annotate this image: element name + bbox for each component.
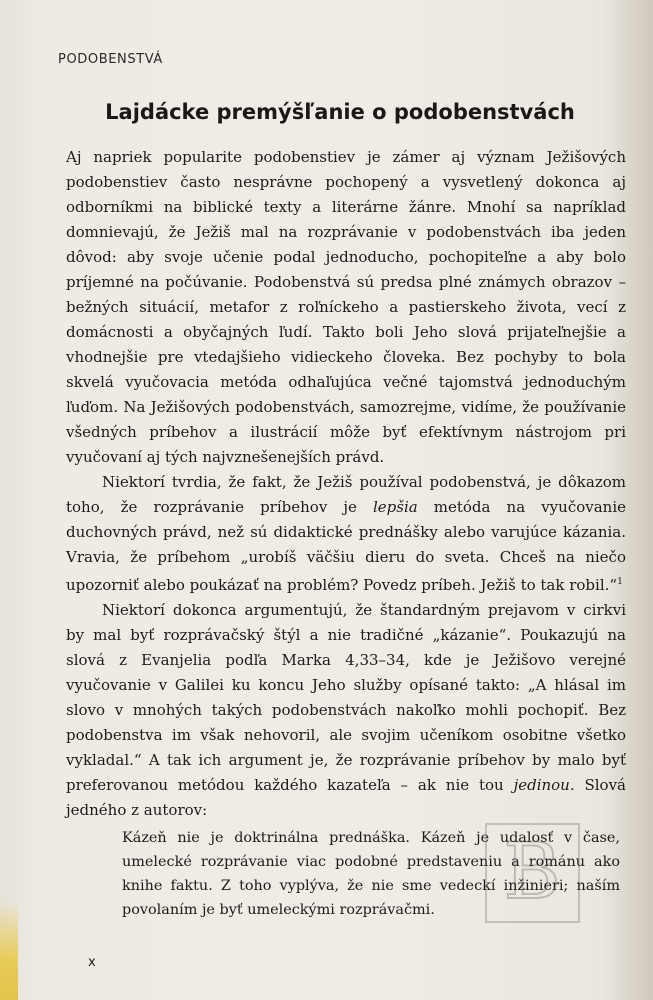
paragraph-3-text-a: Niektorí dokonca argumentujú, že štandardným prejavom v cirkvi by mal byť rozprávačský štýl a nie tradičné „kázanie“. Poukazujú na slová z Evanjelia podľa Marka 4,33–34, kde je Ježišovo verejné vyučovanie v Galilei ku koncu Jeho služby opísané takto: „A hlásal im slovo v mnohých takých podobenstvách nakoľko mohli pochopiť. Bez podobenstva im však nehovoril, ale svojim učeníkom osobitne všetko vykladal.“ A tak ich argument je, že rozprávanie príbehov by malo byť preferovanou metódou každého kazateľa – ak nie tou xyxy=(66,601,626,794)
stamp-letter: B xyxy=(503,827,561,917)
paragraph-2 xyxy=(66,470,626,598)
emphasis-jedinou: jedinou xyxy=(513,776,570,794)
paragraph-3-text-b: . Slová jedného z autorov: xyxy=(66,776,626,819)
page-number: x xyxy=(88,955,96,970)
footnote-marker: 1 xyxy=(617,577,623,587)
paragraph-2-text-a: Niektorí tvrdia, že fakt, že Ježiš používal podobenstvá, je dôkazom toho, že rozprávanie príbehov je xyxy=(66,473,626,516)
paragraph-3 xyxy=(66,598,626,823)
running-head: PODOBENSTVÁ xyxy=(58,52,163,67)
paragraph-1: Aj napriek popularite podobenstiev je zámer aj význam Ježišových podobenstiev často nesprávne pochopený a vysvetlený dokonca aj odborníkmi na biblické texty a literárne žánre. Mnohí sa napríklad domnievajú, že Ježiš mal na rozprávanie v podobenstvách iba jeden dôvod: aby svoje učenie podal jednoducho, pochopiteľne a aby bolo príjemné na počúvanie. Podobenstvá sú predsa plné známych obrazov – bežných situácií, metafor z roľníckeho a pastierskeho života, vecí z domácnosti a obyčajných ľudí. Takto boli Jeho slová prijateľnejšie a vhodnejšie pre vtedajšieho vidieckeho človeka. Bez pochyby to bola skvelá vyučovacia metóda odhaľujúca večné tajomstvá jednoduchým ľuďom. Na Ježišových podobenstvách, samozrejme, vidíme, že používanie všedných príbehov a ilustrácií môže byť efektívnym nástrojom pri vyučovaní aj tých najvznešenejších právd. xyxy=(66,148,626,466)
section-title: Lajdácke premýšľanie o podobenstvách xyxy=(105,100,575,124)
block-quote-text: Kázeň nie je doktrinálna prednáška. Kázeň je udalosť v čase, umelecké rozprávanie viac podobné predstaveniu a románu ako knihe faktu. Z toho vyplýva, že nie sme vedeckí inžinieri; naším povolaním je byť umeleckými rozprávačmi. xyxy=(122,830,620,918)
body-text xyxy=(66,145,626,823)
emphasis-lepsia: lepšia xyxy=(372,498,418,516)
library-stamp-icon xyxy=(480,818,585,928)
page-edge-highlight xyxy=(0,900,18,1000)
paragraph-2-text-b: metóda na vyučovanie duchovných právd, než sú didaktické prednášky alebo varujúce kázania. Vravia, že príbehom „urobíš väčšiu dieru do sveta. Chceš na niečo upozorniť alebo poukázať na problém? Povedz príbeh. Ježiš to tak robil.“ xyxy=(66,498,626,594)
